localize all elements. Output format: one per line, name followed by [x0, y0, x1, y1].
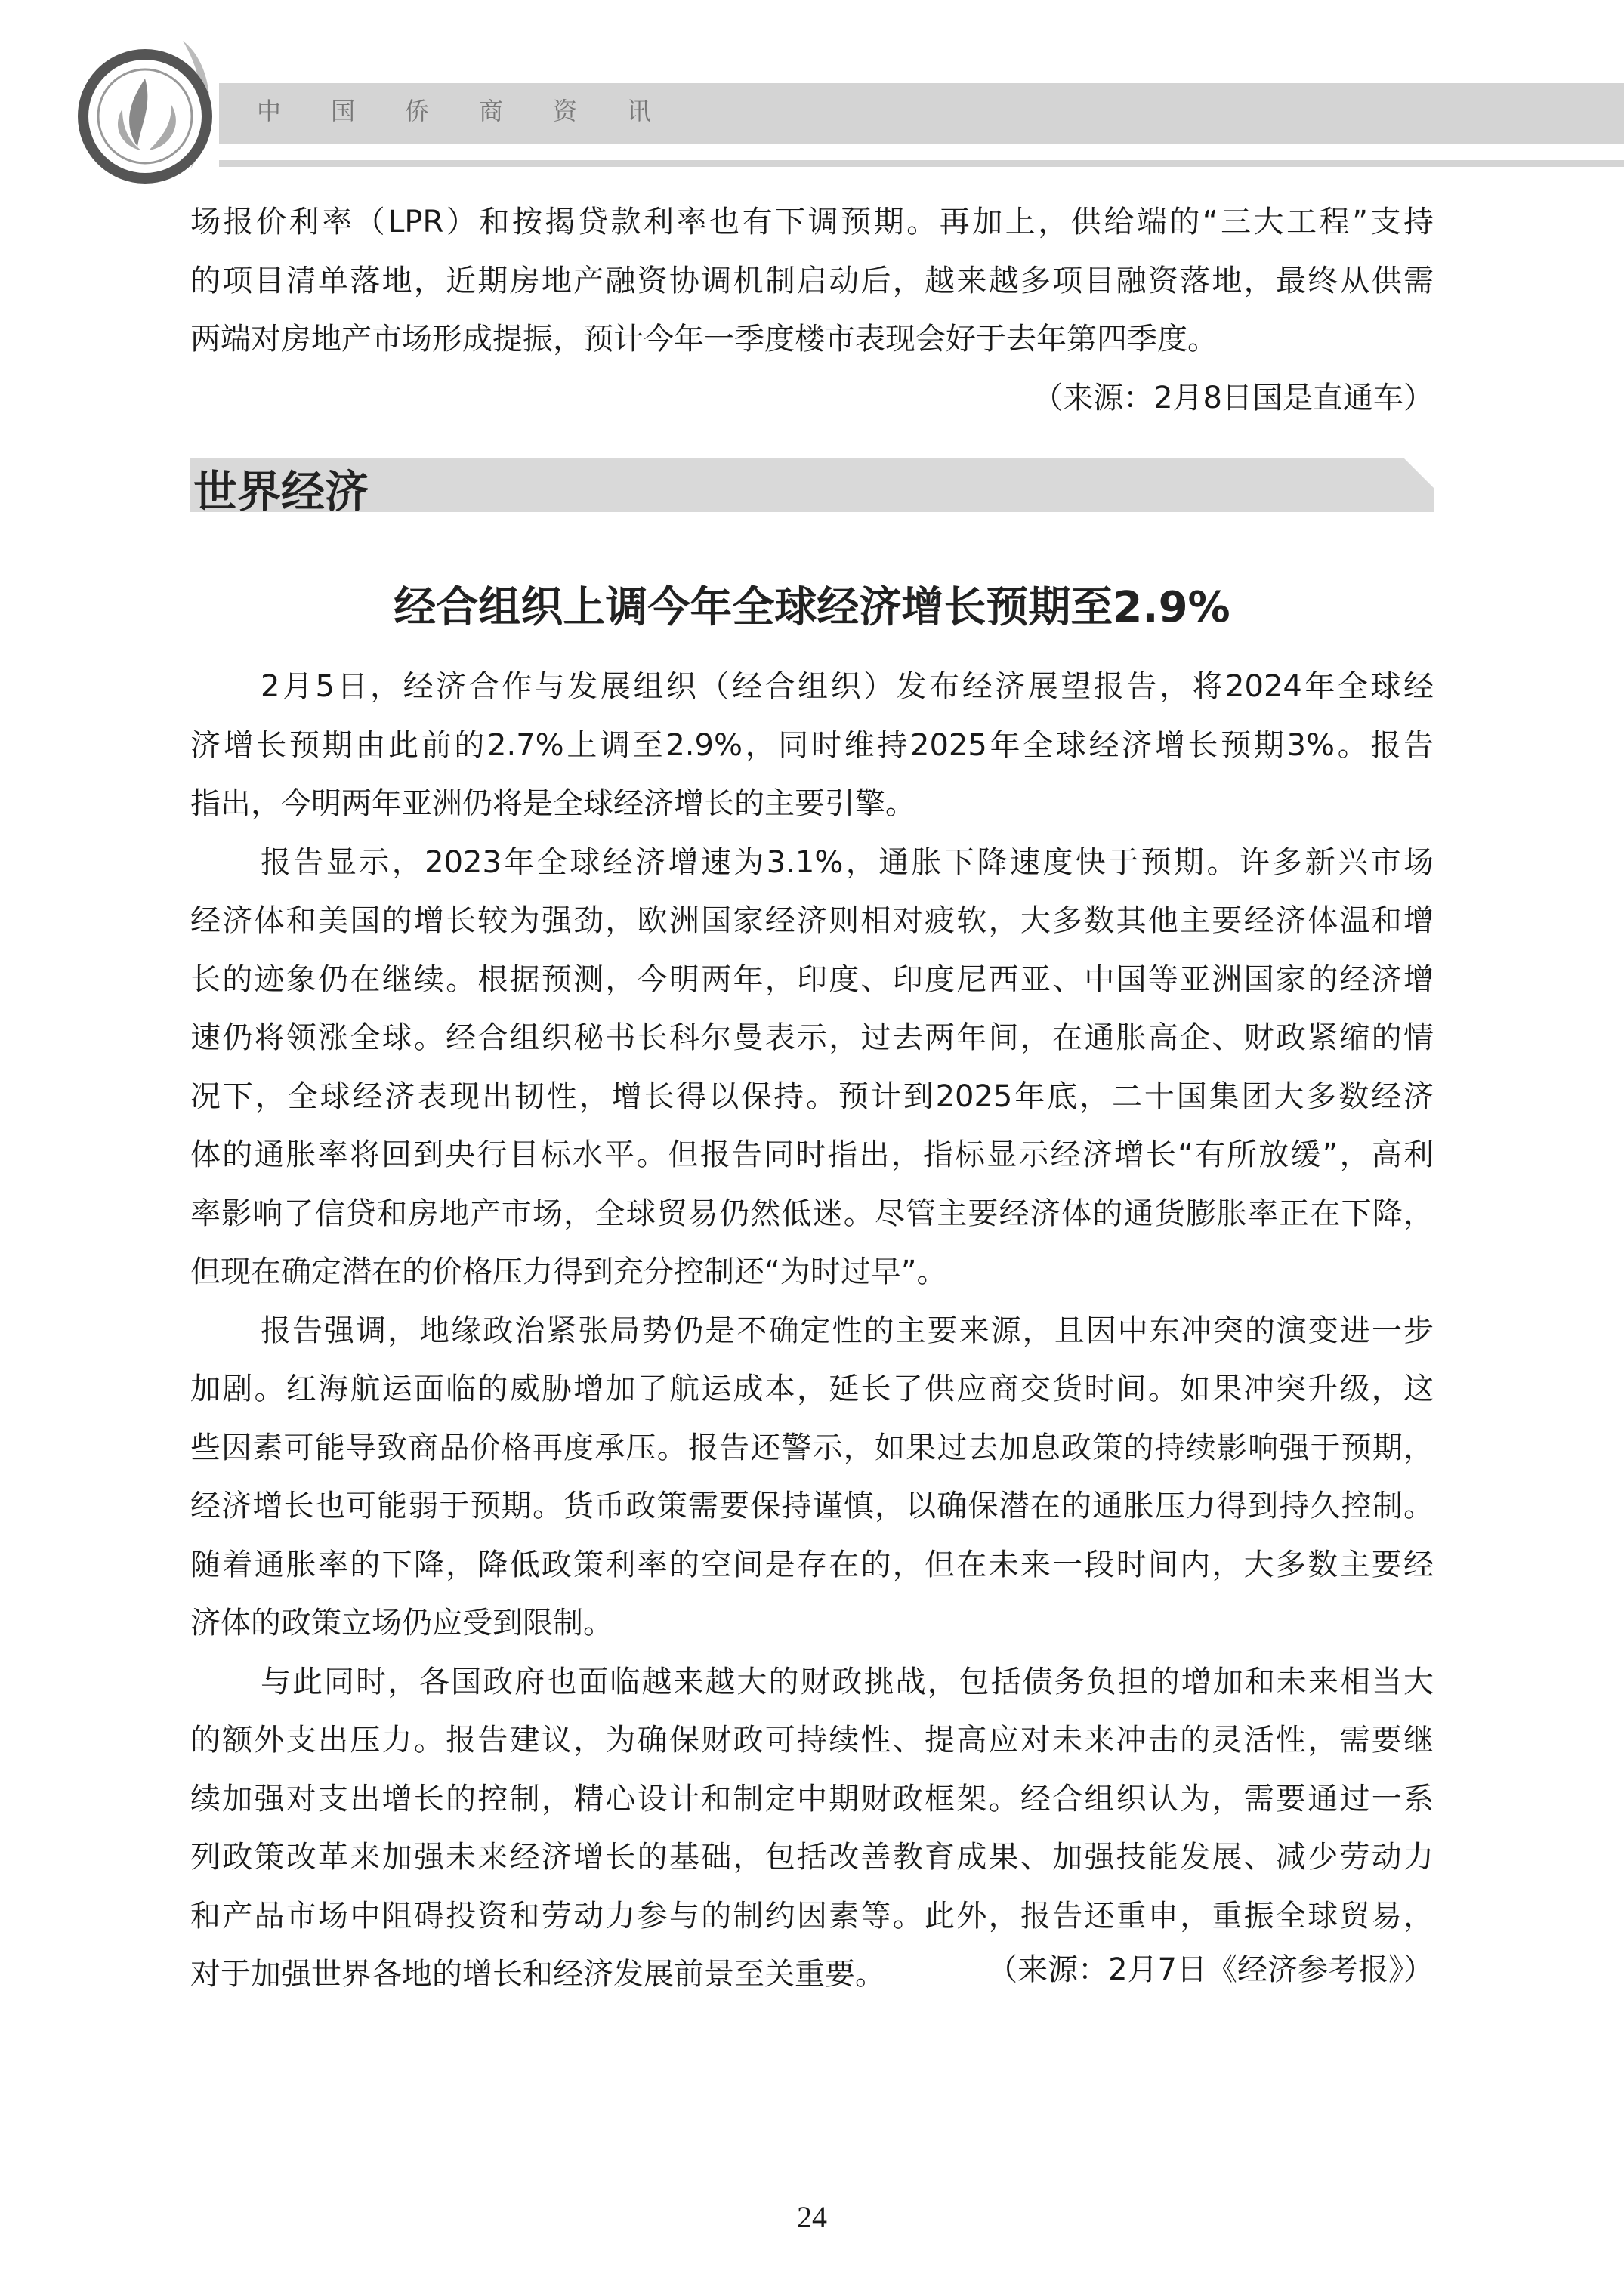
text-line: 济体的政策立场仍应受到限制。: [190, 1606, 613, 1640]
text-line: 但现在确定潜在的价格压力得到充分控制还“为时过早”。: [190, 1255, 947, 1289]
closing-row: [190, 1946, 1434, 2004]
text-line: 经济增长也可能弱于预期。货币政策需要保持谨慎，以确保潜在的通胀压力得到持久控制。: [190, 1489, 1434, 1523]
article-source: （来源：2月7日《经济参考报》）: [987, 1952, 1434, 1987]
paragraph: [190, 658, 1434, 834]
text-line: 续加强对支出增长的控制，精心设计和制定中期财政框架。经合组织认为，需要通过一系: [190, 1781, 1434, 1816]
section-title: 世界经济: [193, 466, 369, 517]
text-line: 和产品市场中阻碍投资和劳动力参与的制约因素等。此外，报告还重申，重振全球贸易，: [190, 1898, 1434, 1933]
text-line: 随着通胀率的下降，降低政策利率的空间是存在的，但在未来一段时间内，大多数主要经: [190, 1547, 1434, 1582]
text-line: 的额外支出压力。报告建议，为确保财政可持续性、提高应对未来冲击的灵活性，需要继: [190, 1723, 1434, 1758]
text-line: 济增长预期由此前的2.7%上调至2.9%，同时维持2025年全球经济增长预期3%。报告: [190, 727, 1434, 763]
text-line: 况下，全球经济表现出韧性，增长得以保持。预计到2025年底，二十国集团大多数经济: [190, 1079, 1434, 1114]
article-title: 经合组织上调今年全球经济增长预期至2.9%: [394, 583, 1230, 632]
text-line: 些因素可能导致商品价格再度承压。报告还警示，如果过去加息政策的持续影响强于预期，: [190, 1430, 1434, 1465]
section-band: [190, 458, 1434, 512]
text-line: 对于加强世界各地的增长和经济发展前景至关重要。: [190, 1957, 885, 1992]
text-line: 经济体和美国的增长较为强劲，欧洲国家经济则相对疲软，大多数其他主要经济体温和增: [190, 903, 1434, 938]
text-line: 指出，今明两年亚洲仍将是全球经济增长的主要引擎。: [190, 786, 915, 821]
paragraph: [190, 1653, 1434, 2004]
paragraph: [190, 1302, 1434, 1653]
article-body: [190, 658, 1434, 2004]
header-divider: [219, 160, 1624, 167]
text-line: 报告强调，地缘政治紧张局势仍是不确定性的主要来源，且因中东冲突的演变进一步: [261, 1313, 1434, 1348]
page-number: 24: [797, 2200, 827, 2234]
intro-source: （来源：2月8日国是直通车）: [1033, 380, 1434, 415]
text-line: 体的通胀率将回到央行目标水平。但报告同时指出，指标显示经济增长“有所放缓”，高利: [190, 1137, 1434, 1172]
text-line: 与此同时，各国政府也面临越来越大的财政挑战，包括债务负担的增加和未来相当大: [261, 1664, 1434, 1699]
paragraph: [190, 834, 1434, 1302]
text-line: 的项目清单落地，近期房地产融资协调机制启动后，越来越多项目融资落地，最终从供需: [190, 263, 1434, 298]
publication-name: 中国侨商资讯: [257, 97, 702, 125]
publisher-logo: [69, 33, 221, 184]
text-line: 速仍将领涨全球。经合组织秘书长科尔曼表示，过去两年间，在通胀高企、财政紧缩的情: [190, 1020, 1434, 1055]
text-line: 长的迹象仍在继续。根据预测，今明两年，印度、印度尼西亚、中国等亚洲国家的经济增: [190, 961, 1434, 997]
text-line: 2月5日，经济合作与发展组织（经合组织）发布经济展望报告，将2024年全球经: [261, 669, 1434, 704]
text-line: 加剧。红海航运面临的威胁增加了航运成本，延长了供应商交货时间。如果冲突升级，这: [190, 1372, 1434, 1406]
text-line: 率影响了信贷和房地产市场，全球贸易仍然低迷。尽管主要经济体的通货膨胀率正在下降，: [190, 1196, 1434, 1231]
intro-text: [190, 193, 1434, 427]
text-line: 报告显示，2023年全球经济增速为3.1%，通胀下降速度快于预期。许多新兴市场: [261, 844, 1434, 880]
text-line: 两端对房地产市场形成提振，预计今年一季度楼市表现会好于去年第四季度。: [190, 322, 1218, 356]
text-line: 列政策改革来加强未来经济增长的基础，包括改善教育成果、加强技能发展、减少劳动力: [190, 1840, 1434, 1875]
text-line: 场报价利率（LPR）和按揭贷款利率也有下调预期。再加上，供给端的“三大工程”支持: [190, 205, 1434, 239]
